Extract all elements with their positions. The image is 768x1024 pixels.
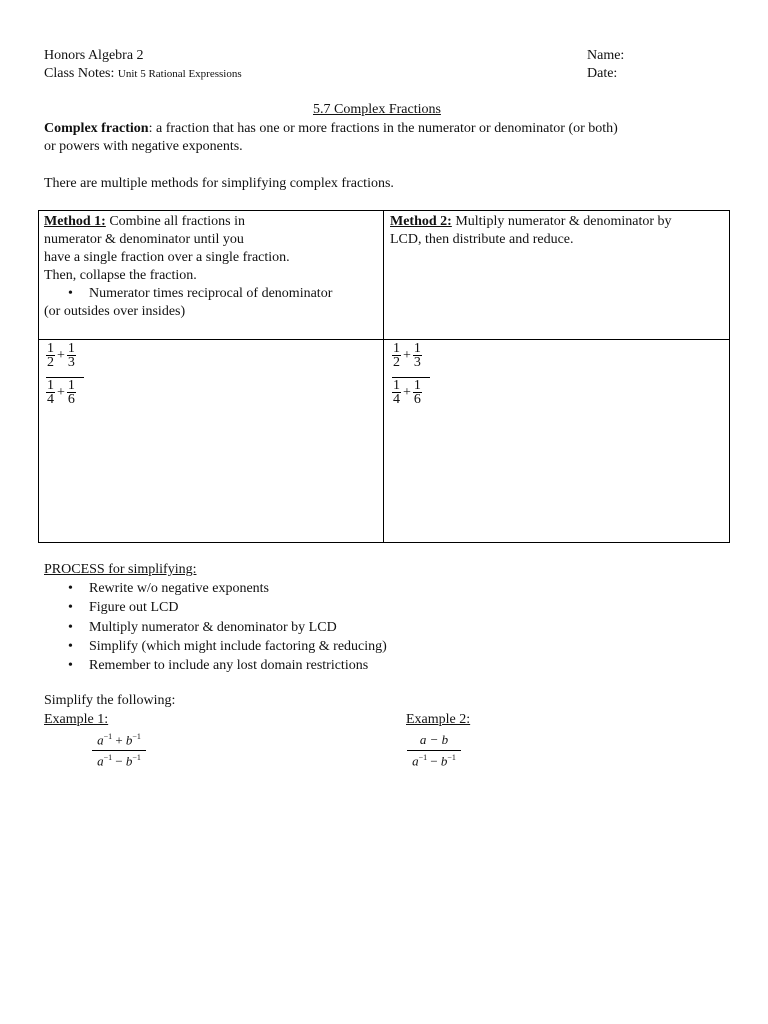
example1-expression <box>92 732 146 770</box>
example1-fraction-bar <box>92 750 146 751</box>
simplify-heading: Simplify the following: <box>44 693 176 708</box>
table-divider-horizontal <box>38 339 730 340</box>
method1-bullet <box>44 285 379 303</box>
method1-line6: (or outsides over insides) <box>44 304 186 319</box>
date-label: Date: <box>587 66 618 81</box>
method2-line1: Multiply numerator & denominator by <box>451 214 672 229</box>
definition-text-1: : a fraction that has one or more fractions in the numerator or denominator (or both) <box>148 121 618 136</box>
example1-label: Example 1: <box>44 712 109 727</box>
complex-fraction-denominator: 1 4 + $\frac{1}{6}$ <box>393 378 421 407</box>
bullet-icon: • <box>68 286 73 301</box>
example2-numerator: a − b <box>419 732 449 747</box>
method1-line4: Then, collapse the fraction. <box>44 268 197 283</box>
example2-expression <box>407 732 461 769</box>
process-heading: PROCESS for simplifying: <box>44 562 197 577</box>
definition-line-2: or powers with negative exponents. <box>44 139 243 154</box>
page-title: 5.7 Complex Fractions <box>313 102 441 117</box>
complex-fraction-numerator: 1 2 + $\frac{1}{3}$ <box>47 341 75 370</box>
process-step: • Rewrite w/o negative exponents <box>44 579 387 598</box>
process-step: • Simplify (which might include factoring & reducing) <box>44 637 387 656</box>
example1-numerator: $a^{-1} + b^{-1}$ <box>97 732 141 748</box>
method2-line2: LCD, then distribute and reduce. <box>390 232 574 247</box>
method1-line1: Combine all fractions in <box>105 214 246 229</box>
complex-fraction-denominator: 1 4 + $\frac{1}{6}$ <box>47 378 75 407</box>
method1-bullet-text: Numerator times reciprocal of denominator <box>89 286 333 301</box>
class-notes-line <box>44 66 242 82</box>
example1-denominator: $a^{-1} - b^{-1}$ <box>97 753 141 769</box>
intro-text: There are multiple methods for simplifying complex fractions. <box>44 176 394 191</box>
process-step: • Multiply numerator & denominator by LCD <box>44 618 387 637</box>
complex-fraction-numerator: 1 2 + $\frac{1}{3}$ <box>393 341 421 370</box>
method2-cell <box>390 213 725 249</box>
example2-denominator: $a^{-1} - b^{-1}$ <box>412 753 456 769</box>
definition-line-1 <box>44 121 618 137</box>
table-divider-vertical <box>383 210 384 543</box>
course-title: Honors Algebra 2 <box>44 48 144 63</box>
process-steps-list <box>44 579 387 675</box>
example2-fraction-bar <box>407 750 461 751</box>
method1-label: Method 1: <box>44 214 106 229</box>
definition-term: Complex fraction <box>44 121 149 136</box>
unit-label: Unit 5 Rational Expressions <box>117 68 242 80</box>
process-step: • Figure out LCD <box>44 598 387 617</box>
process-step: • Remember to include any lost domain restrictions <box>44 656 387 675</box>
example2-label: Example 2: <box>406 712 471 727</box>
name-label: Name: <box>587 48 625 63</box>
method1-line2: numerator & denominator until you <box>44 232 244 247</box>
class-notes-label: Class Notes: <box>44 66 115 81</box>
method1-cell <box>44 213 379 321</box>
method1-line3: have a single fraction over a single fraction. <box>44 250 290 265</box>
method2-label: Method 2: <box>390 214 452 229</box>
